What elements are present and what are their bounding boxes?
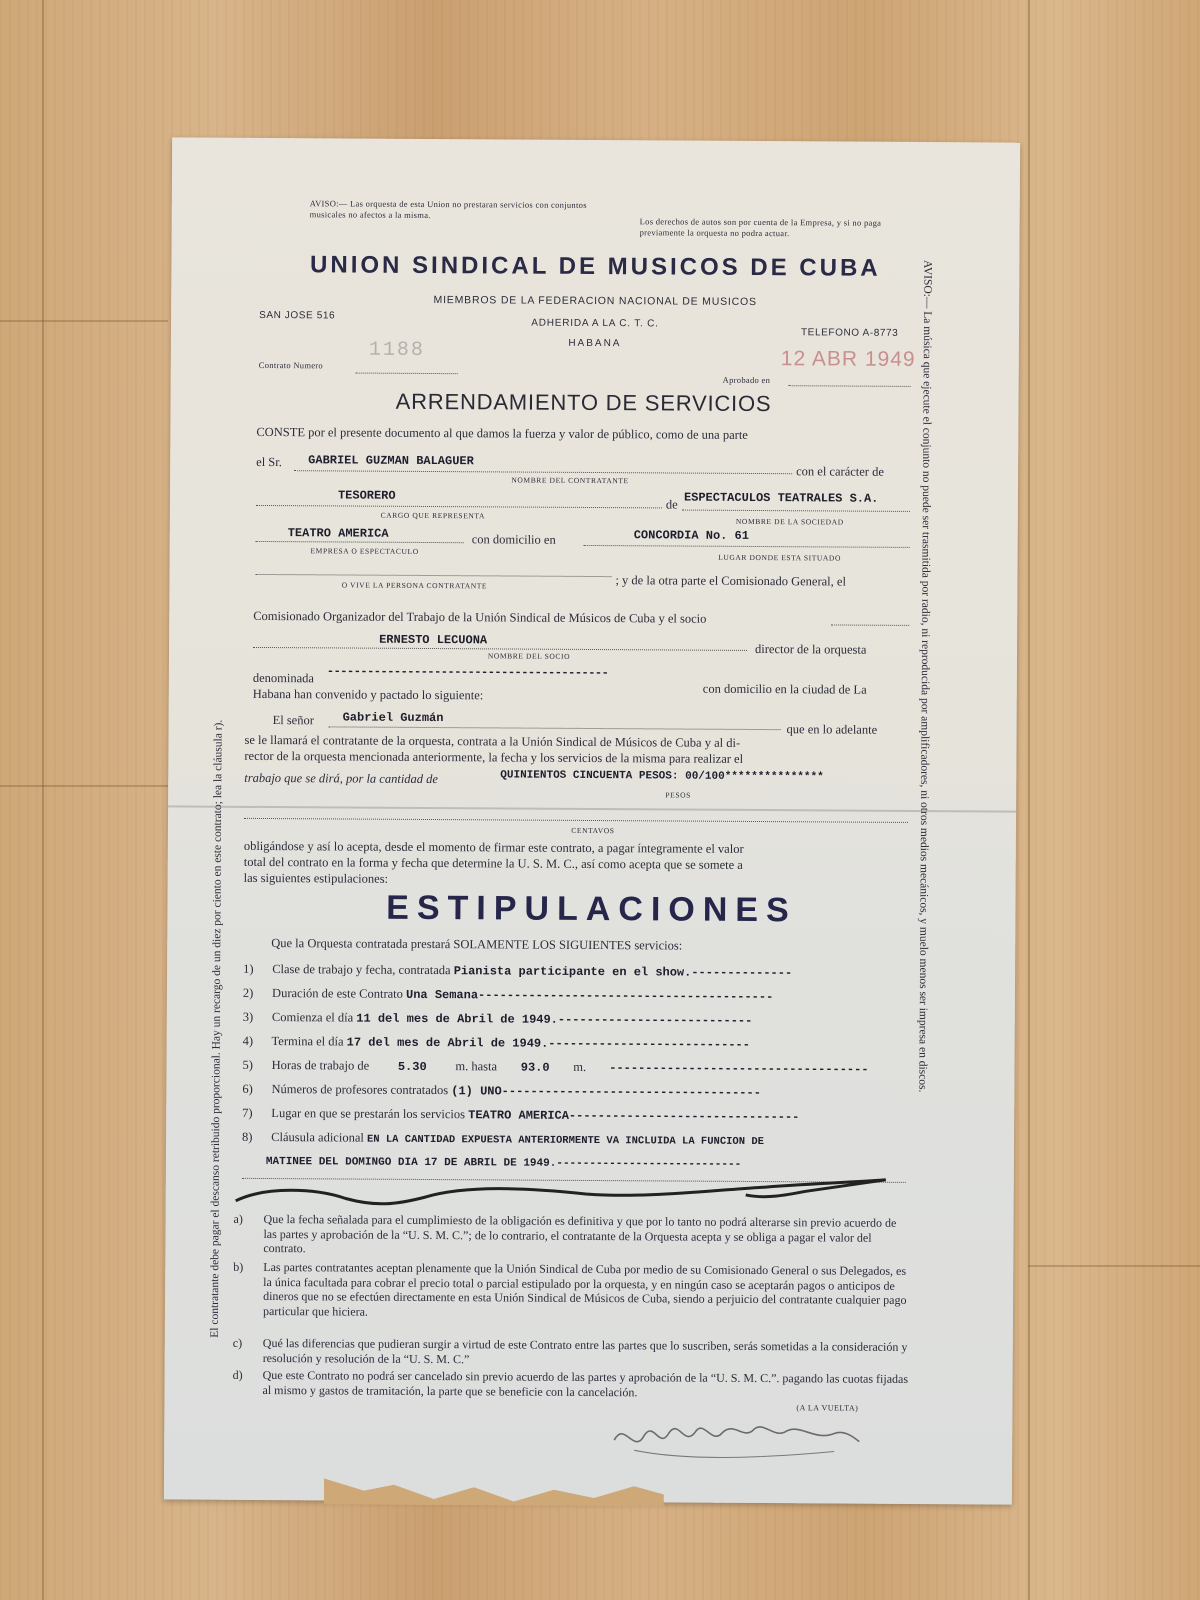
estipulaciones-intro: Que la Orquesta contratada prestará SOLAMENTE LOS SIGUIENTES servicios: (271, 936, 683, 953)
denominada-label: denominada (252, 670, 315, 686)
clause-key: b) (233, 1259, 244, 1274)
intro-text: CONSTE por el presente documento al que damos la fuerza y valor de público, como de una parte (256, 424, 748, 442)
notice-right: Los derechos de autos son por cuenta de la Empresa, y si no paga previamente la orquesta no podra actuar. (639, 216, 882, 239)
contract-number-label: Contrato Numero (258, 359, 324, 371)
stip-value: EN LA CANTIDAD EXPUESTA ANTERIORMENTE VA INCLUIDA LA FUNCION DE (366, 1133, 764, 1149)
label-empresa: EMPRESA O ESPECTACULO (310, 546, 419, 556)
stip-label: Duración de este Contrato (272, 986, 403, 1001)
stip-item-3 (243, 1010, 923, 1029)
hours-m2: m. (573, 1059, 587, 1074)
stip-item-6 (242, 1082, 922, 1101)
con-caracter: con el carácter de (796, 464, 884, 479)
notice-left (310, 198, 600, 222)
el-senor: El señor (272, 713, 314, 728)
contract-document (164, 137, 1020, 1504)
clause-c (233, 1336, 909, 1369)
clause-key: d) (232, 1367, 243, 1382)
approved-label: Aprobado en (722, 374, 771, 386)
torn-edge (324, 1478, 664, 1506)
notice-left-title: AVISO:— (309, 198, 348, 209)
clause-key: c) (232, 1335, 243, 1350)
comisionado-text: Comisionado Organizador del Trabajo de la Unión Sindical de Músicos de Cuba y el socio (253, 608, 707, 626)
contratante-name: GABRIEL GUZMAN BALAGUER (308, 453, 474, 469)
stip-item-2 (243, 986, 923, 1005)
stip-value: 17 del mes de Abril de 1949.---------------------------- (346, 1035, 750, 1052)
handwritten-signature (604, 1410, 864, 1472)
stip-num: 7) (242, 1105, 253, 1120)
stip-value: Pianista participante en el show.-------------- (453, 964, 793, 981)
stip-num: 3) (242, 1009, 254, 1024)
de-label: de (665, 497, 678, 512)
clause-text: Que la fecha señalada para el cumplimiesto de la obligación es definitiva y que por lo tanto no podrá alterarse sin previo acuerdo de las partes y aprobación de la “U. S. M. C.”; de lo contrario, el contratante de la Orquesta acepta y se obliga a pagar el valor del contrato. (263, 1212, 897, 1256)
approved-stamp: 12 ABR 1949 (780, 347, 916, 371)
stip-label: Horas de trabajo de (271, 1058, 370, 1073)
side-notice-right: AVISO:— La música que ejecute el conjunto no puede ser trasmitida por radio, ni reproducida por amplificadores, ni otros medios mecánicos, y muelo menos ser impresa en discos. (916, 260, 934, 1093)
stip-label: Cláusula adicional (271, 1130, 364, 1145)
sociedad: ESPECTACULOS TEATRALES S.A. (683, 490, 879, 506)
clause-a (233, 1212, 909, 1260)
trabajo-label: trabajo que se dirá, por la cantidad de (244, 770, 439, 787)
clause-b (233, 1260, 909, 1322)
org-name: UNION SINDICAL DE MUSICOS DE CUBA (310, 251, 881, 282)
label-lugar: LUGAR DONDE ESTA SITUADO (718, 552, 842, 563)
hours-m1: m. hasta (455, 1059, 498, 1074)
federation-line: MIEMBROS DE LA FEDERACION NACIONAL DE MUSICOS (433, 294, 757, 308)
otra-parte: ; y de la otra parte el Comisionado General, el (615, 573, 846, 589)
fold-line (168, 805, 1016, 812)
paragraph-line-2: rector de la orquesta mencionada anteriormente, la fecha y los servicios de la misma para realizar el (244, 748, 744, 766)
clause-text: Las partes contratantes aceptan plenamente que la Unión Sindical de Cuba por medio de su Comisionado General o sus Delegados, es la única facultada para cobrar el precio total o parcial estipulado por la orquesta, y en ningún caso se aceptarán pagos o anticipos de dineros que no se efectúen directamente en esta Unión Sindical de Músicos de Cuba, siendo a perjuicio del contratante cualquier pago particular que hiciera. (262, 1260, 907, 1319)
stip-num: 4) (242, 1033, 254, 1048)
hours-to: 93.0 (520, 1060, 550, 1075)
stip-num: 8) (242, 1129, 253, 1144)
stip-value: TEATRO AMERICA-------------------------------- (468, 1108, 800, 1125)
stip-value: Una Semana----------------------------------------- (406, 987, 774, 1005)
stip-item-1 (243, 962, 923, 981)
denominada-fill: ------------------------------------------ (326, 664, 609, 681)
phone: TELEFONO A-8773 (800, 327, 899, 339)
cantidad: QUINIENTOS CINCUENTA PESOS: 00/100*************** (500, 769, 824, 784)
obligandose-line-1: obligándose y así lo acepta, desde el momento de firmar este contrato, a pagar íntegramente el valor (243, 838, 744, 856)
stip-item-8 (242, 1130, 932, 1149)
paragraph-line-1: se le llamará el contratante de la orquesta, contrata a la Unión Sindical de Músicos de Cuba y al di- (244, 732, 741, 750)
empresa: TEATRO AMERICA (287, 526, 389, 541)
vuelta-note: (A LA VUELTA) (796, 1403, 859, 1413)
stip-value: 11 del mes de Abril de 1949.--------------------------- (356, 1011, 753, 1028)
label-socio: NOMBRE DEL SOCIO (487, 651, 571, 661)
side-notice-left: El contratante debe pagar el descanso retribuido proporcional. Hay un recargo de un diez por ciento en este contrato; lea la cláusula r). (208, 719, 225, 1338)
con-domicilio: con domicilio en (471, 532, 556, 547)
clause-text: Que este Contrato no podrá ser cancelado sin previo acuerdo de las partes y aprobación de la “U. S. M. C.”. pagando las cuotas fijadas al mismo y gastos de tramitación, la parte que se beneficie con la cancelación. (262, 1367, 909, 1399)
contract-number: 1188 (368, 338, 425, 362)
stip-item-5 (242, 1058, 922, 1077)
stip-label: Lugar en que se prestarán los servicios (271, 1106, 466, 1122)
label-centavos: CENTAVOS (571, 825, 615, 836)
adherida-line: ADHERIDA A LA C. T. C. (531, 317, 659, 330)
obligandose-line-3: las siguientes estipulaciones: (243, 870, 389, 886)
clause-key: a) (233, 1211, 243, 1226)
clause-text: Qué las diferencias que pudieran surgir a virtud de este Contrato entre las partes que lo suscriben, serás sometidas a la consideración y resolución y resolución de la “U. S. M. C.” (262, 1335, 908, 1366)
el-sr: el Sr. (256, 454, 282, 470)
label-vive: O VIVE LA PERSONA CONTRATANTE (341, 580, 488, 591)
stip-label: Números de profesores contratados (271, 1082, 449, 1098)
stip-num: 1) (243, 961, 254, 976)
stip-item-7 (242, 1106, 922, 1125)
stip-value: (1) UNO------------------------------------ (451, 1084, 761, 1101)
que-en-adelante: que en lo adelante (786, 722, 878, 737)
senor-name: Gabriel Guzmán (342, 710, 444, 726)
stip-label: Comienza el día (271, 1010, 354, 1025)
clause-line-2: MATINEE DEL DOMINGO DIA 17 DE ABRIL DE 1949.---------------------------- (265, 1156, 742, 1171)
label-pesos: PESOS (665, 790, 691, 800)
label-sociedad: NOMBRE DE LA SOCIEDAD (735, 516, 844, 527)
stip-num: 2) (242, 985, 254, 1000)
notice-left-text: Las orquesta de esta Union no prestaran servicios con conjuntos musicales no afectos a la misma. (309, 198, 587, 221)
address: SAN JOSE 516 (259, 309, 336, 322)
hours-from: 5.30 (397, 1059, 427, 1074)
estipulaciones-title: ESTIPULACIONES (386, 888, 797, 930)
stip-num: 6) (242, 1081, 253, 1096)
stip-item-4 (243, 1034, 923, 1053)
habana-convenido: Habana han convenido y pactado lo siguiente: (252, 686, 484, 703)
socio-name: ERNESTO LECUONA (379, 632, 488, 648)
stip-label: Termina el día (271, 1034, 344, 1049)
stip-label: Clase de trabajo y fecha, contratada (272, 962, 451, 978)
obligandose-line-2: total del contrato en la forma y fecha que determine la U. S. M. C., así como acepta que se somete a (243, 854, 743, 872)
hours-dash: ------------------------------------ (609, 1061, 869, 1077)
label-nombre-contratante: NOMBRE DEL CONTRATANTE (511, 475, 629, 486)
label-cargo: CARGO QUE REPRESENTA (380, 510, 486, 521)
contract-title: ARRENDAMIENTO DE SERVICIOS (395, 388, 772, 417)
con-domicilio-ciudad: con domicilio en la ciudad de La (702, 681, 867, 697)
stip-num: 5) (242, 1057, 253, 1072)
cargo: TESORERO (337, 488, 396, 503)
director-label: director de la orquesta (755, 641, 867, 657)
city: HABANA (568, 337, 622, 350)
clause-d (232, 1368, 908, 1401)
domicilio: CONCORDIA No. 61 (633, 528, 750, 543)
